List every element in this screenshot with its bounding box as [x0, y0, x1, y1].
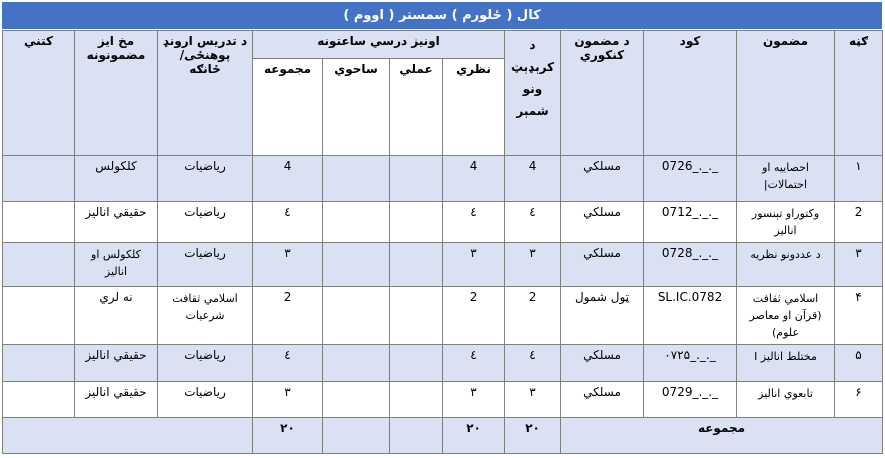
cell-row-number: ١: [835, 155, 883, 201]
header-weekly-hours: اونيز درسي ساعتونه: [253, 31, 505, 59]
cell-credits: ٤: [505, 345, 561, 381]
table-row: [3, 155, 883, 201]
cell-credits: ٤: [505, 201, 561, 242]
cell-prerequisites: نه لري: [75, 287, 158, 345]
cell-prerequisites: كلكولس او انالیز: [75, 242, 158, 286]
totals-empty: [3, 417, 253, 453]
totals-credits: ٢٠: [505, 417, 561, 453]
cell-theory: ٣: [443, 381, 505, 417]
cell-practical: [390, 287, 443, 345]
totals-total: ٢٠: [253, 417, 323, 453]
cell-notes: [3, 345, 75, 381]
cell-field: [323, 345, 390, 381]
table-title-banner: كال ( ځلورم ) سمستر ( اووم ): [2, 2, 882, 29]
cell-row-number: ٣: [835, 242, 883, 286]
cell-total: 4: [253, 155, 323, 201]
cell-practical: [390, 381, 443, 417]
cell-prerequisites: حقيقي انالیز: [75, 345, 158, 381]
cell-row-number: ۶: [835, 381, 883, 417]
cell-subject: اسلامي ثقافت (قرآن او معاصر علوم): [737, 287, 835, 345]
cell-code: 0712_._._: [644, 201, 737, 242]
cell-total: ٣: [253, 381, 323, 417]
header-subject: مضمون: [737, 31, 835, 156]
cell-concourse: مسلكي: [561, 381, 644, 417]
header-concourse: د مضمون كنكوري: [561, 31, 644, 156]
curriculum-table: [2, 30, 883, 454]
cell-concourse: ټول شمول: [561, 287, 644, 345]
cell-total: ٤: [253, 201, 323, 242]
cell-department: رياضيات: [158, 345, 253, 381]
cell-field: [323, 287, 390, 345]
cell-prerequisites: كلكولس: [75, 155, 158, 201]
cell-theory: 2: [443, 287, 505, 345]
totals-label: مجموعه: [561, 417, 883, 453]
cell-credits: ٣: [505, 242, 561, 286]
cell-practical: [390, 242, 443, 286]
cell-code: ۰۷۲۵_._._: [644, 345, 737, 381]
cell-credits: 4: [505, 155, 561, 201]
cell-notes: [3, 287, 75, 345]
cell-code: 0726_._._: [644, 155, 737, 201]
cell-field: [323, 201, 390, 242]
header-field: ساحوي: [323, 59, 390, 155]
cell-theory: ٤: [443, 345, 505, 381]
cell-theory: 4: [443, 155, 505, 201]
cell-subject: مختلط انالیز I: [737, 345, 835, 381]
cell-theory: ٤: [443, 201, 505, 242]
header-credits: د كرېډېټ ونو شمېر: [505, 31, 561, 156]
cell-notes: [3, 201, 75, 242]
cell-code: SL.IC.0782: [644, 287, 737, 345]
header-notes: كتني: [3, 31, 75, 156]
header-practical: عملي: [390, 59, 443, 155]
cell-department: رياضيات: [158, 381, 253, 417]
cell-total: ٣: [253, 242, 323, 286]
cell-department: اسلامي ثقافت شرعيات: [158, 287, 253, 345]
cell-code: 0728_._._: [644, 242, 737, 286]
table-row: [3, 381, 883, 417]
cell-total: 2: [253, 287, 323, 345]
table-row: [3, 287, 883, 345]
cell-credits: ٣: [505, 381, 561, 417]
table-row: [3, 201, 883, 242]
cell-practical: [390, 201, 443, 242]
cell-concourse: مسلكي: [561, 242, 644, 286]
cell-concourse: مسلكي: [561, 155, 644, 201]
cell-code: 0729_._._: [644, 381, 737, 417]
header-department: د تدريس ارونډ پوهنځی/ ځانګه: [158, 31, 253, 156]
table-row: [3, 242, 883, 286]
cell-notes: [3, 242, 75, 286]
totals-row: [3, 417, 883, 453]
table-row: [3, 345, 883, 381]
cell-prerequisites: حقيقي انالیز: [75, 201, 158, 242]
cell-department: رياضيات: [158, 242, 253, 286]
cell-subject: وكتوراو تېنسور انالیز: [737, 201, 835, 242]
cell-practical: [390, 155, 443, 201]
totals-field: [323, 417, 390, 453]
cell-prerequisites: حقيقي انالیز: [75, 381, 158, 417]
cell-department: رياضيات: [158, 155, 253, 201]
cell-subject: تابعوي انالیز: [737, 381, 835, 417]
cell-row-number: ۵: [835, 345, 883, 381]
cell-subject: د عددونو نظريه: [737, 242, 835, 286]
cell-field: [323, 155, 390, 201]
cell-row-number: 2: [835, 201, 883, 242]
totals-practical: [390, 417, 443, 453]
cell-notes: [3, 381, 75, 417]
cell-concourse: مسلكي: [561, 345, 644, 381]
cell-field: [323, 381, 390, 417]
header-row-number: ګڼه: [835, 31, 883, 156]
cell-field: [323, 242, 390, 286]
totals-theory: ٢٠: [443, 417, 505, 453]
header-code: كود: [644, 31, 737, 156]
cell-theory: ٣: [443, 242, 505, 286]
cell-credits: 2: [505, 287, 561, 345]
cell-total: ٤: [253, 345, 323, 381]
cell-row-number: ۴: [835, 287, 883, 345]
header-theory: نظري: [443, 59, 505, 155]
cell-department: رياضيات: [158, 201, 253, 242]
header-total: مجموعه: [253, 59, 323, 155]
cell-practical: [390, 345, 443, 381]
cell-subject: احصاييه او احتمالات|: [737, 155, 835, 201]
header-prerequisites: مخ ايز مضمونونه: [75, 31, 158, 156]
cell-notes: [3, 155, 75, 201]
cell-concourse: مسلكي: [561, 201, 644, 242]
